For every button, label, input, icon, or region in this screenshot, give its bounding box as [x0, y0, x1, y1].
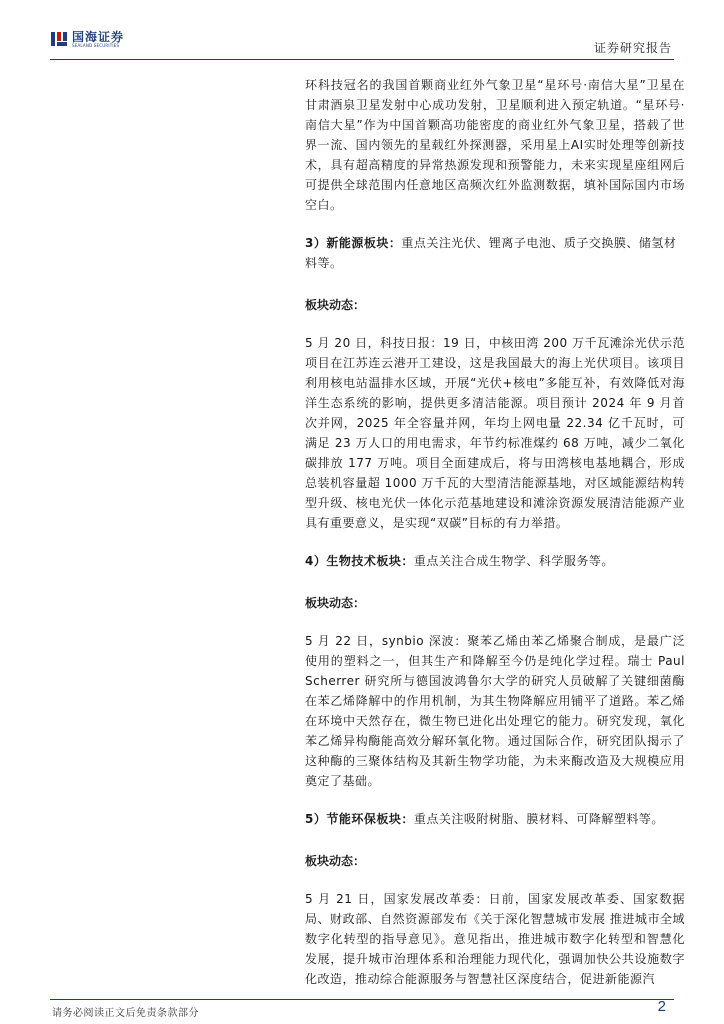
footer-divider — [50, 999, 674, 1000]
sector-description: 重点关注合成生物学、科学服务等。 — [413, 554, 614, 568]
sector-new-energy — [305, 233, 685, 273]
sector-dynamics-heading: 板块动态： — [305, 596, 366, 610]
header-divider — [50, 59, 674, 60]
news-paragraph: 5 月 22 日，synbio 深波：聚苯乙烯由苯乙烯聚合制成，是最广泛使用的塑料之一，但其生产和降解至今仍是纯化学过程。瑞士 Paul Scherrer 研究所与德国波鸿鲁尔大学的研究人员破解了关键细菌酶在苯乙烯降解中的作用机制，为其生物降解应用铺平了道路。苯乙烯在环境中天然存在，微生物已进化出处理它的能力。研究发现，氧化苯乙烯异构酶能高效分解环氧化物。通过国际合作，研究团队揭示了这种酶的三聚体结构及其新生物学功能，为未来酶改造及大规模应用奠定了基础。 — [305, 634, 685, 788]
logo-name-en: SEALAND SECURITIES — [72, 42, 120, 48]
sector-title: 3）新能源板块： — [305, 236, 402, 250]
page-header — [0, 0, 724, 62]
sealand-logo-icon — [50, 30, 68, 48]
news-paragraph: 5 月 20 日，科技日报：19 日，中核田湾 200 万千瓦滩涂光伏示范项目在江苏连云港开工建设，这是我国最大的海上光伏项目。该项目利用核电站温排水区域，开展“光伏+核电”多能互补，有效降低对海洋生态系统的影响，提供更多清洁能源。项目预计 2024 年 9 月首次并网，2025 年全容量并网，年均上网电量 22.34 亿千瓦时，可满足 23 万人口的用电需求，年节约标准煤约 68 万吨，减少二氧化碳排放 177 万吨。项目全面建成后，将与田湾核电基地耦合，形成总装机容量超 1000 万千瓦的大型清洁能源基地，对区域能源结构转型升级、核电光伏一体化示范基地建设和滩涂资源发展清洁能源产业具有重要意义，是实现“双碳”目标的有力举措。 — [305, 336, 685, 530]
sector-dynamics-heading: 板块动态： — [305, 854, 366, 868]
sector-biotech — [305, 551, 685, 571]
report-type-label: 证券研究报告 — [593, 41, 672, 55]
sector-energy-saving — [305, 809, 685, 829]
sector-title: 4）生物技术板块： — [305, 554, 414, 568]
company-logo — [50, 30, 124, 48]
logo-name-cn: 国海证券 — [72, 29, 125, 44]
disclaimer-note: 请务必阅读正文后免责条款部分 — [52, 1008, 199, 1019]
report-body — [305, 75, 685, 989]
sector-description: 重点关注光伏、锂离子电池、质子交换膜、储氢材料等。 — [305, 236, 677, 270]
page-number: 2 — [657, 998, 666, 1015]
sector-description: 重点关注吸附树脂、膜材料、可降解塑料等。 — [413, 812, 664, 826]
sector-dynamics-heading: 板块动态： — [305, 298, 366, 312]
news-paragraph: 5 月 21 日，国家发展改革委：日前，国家发展改革委、国家数据局、财政部、自然资源部发布《关于深化智慧城市发展 推进城市全域数字化转型的指导意见》。意见指出，推进城市数字化转型和智慧化发展，提升城市治理体系和治理能力现代化，强调加快公共设施数字化改造，推动综合能源服务与智慧社区深度结合，促进新能源汽 — [305, 892, 685, 986]
sector-title: 5）节能环保板块： — [305, 812, 414, 826]
intro-paragraph: 环科技冠名的我国首颗商业红外气象卫星“星环号·南信大星”卫星在甘肃酒泉卫星发射中心成功发射，卫星顺利进入预定轨道。“星环号·南信大星”作为中国首颗高功能密度的商业红外气象卫星，搭载了世界一流、国内领先的星载红外探测器，采用星上AI实时处理等创新技术，具有超高精度的异常热源发现和预警能力，未来实现星座组网后可提供全球范围内任意地区高频次红外监测数据，填补国际国内市场空白。 — [305, 78, 685, 212]
